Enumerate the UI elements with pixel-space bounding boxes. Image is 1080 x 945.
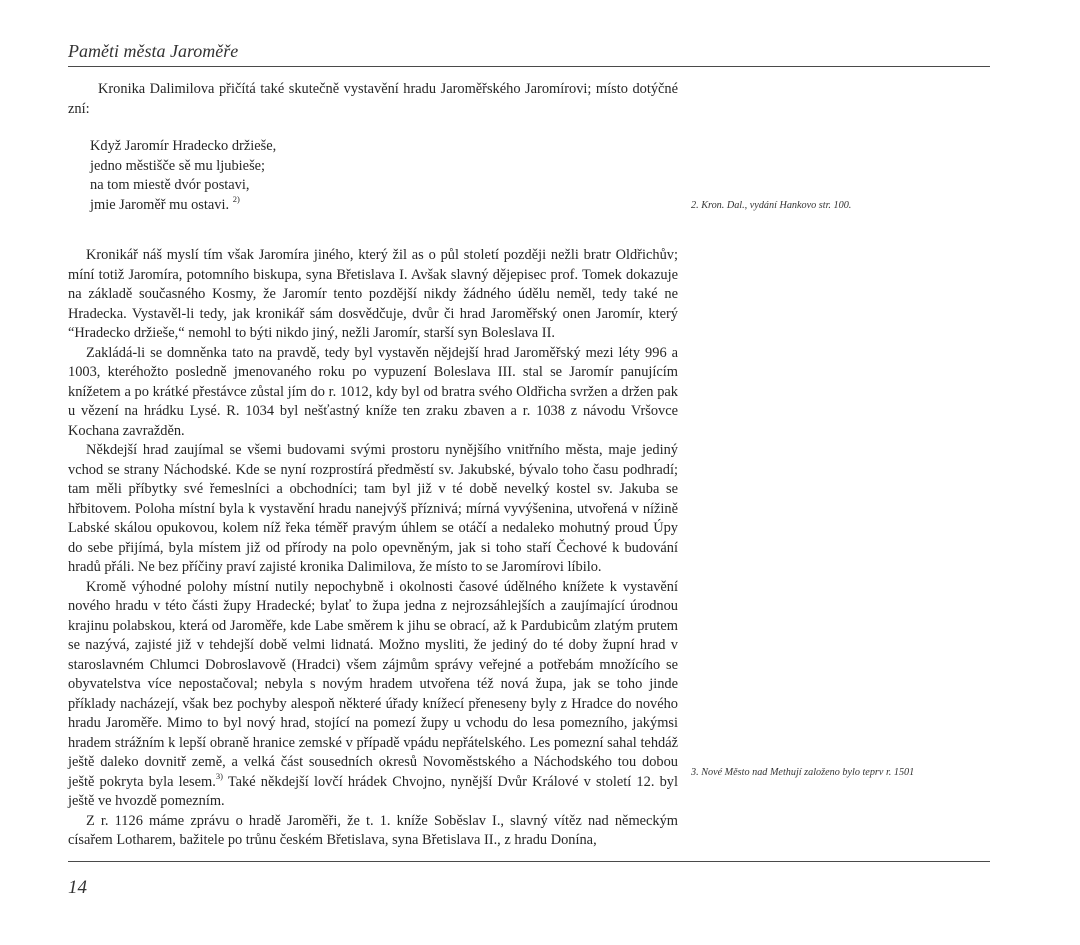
paragraph-3: Někdejší hrad zaujímal se všemi budovami svými prostoru nynějšího vnitřního města, maje jediný vchod se strany Náchodské. Kde se nyní rozprostírá předměstí sv. Jakubské, bývalo toho času podhradí; tam měli příbytky své řemeslníci a obchodníci; tam byl již v té době nevelký kostel sv. Jakuba se hřbitovem. Poloha místní byla k vystavění hradu nanejvýš příznivá; mírná vyvýšenina, utvořená v nížině Labské skálou opukovou, kolem níž řeka téměř pravým úhlem se otáčí a nedaleko mohutný proud Úpy do sebe přijímá, byla místem již od přírody na polo opevněným, jak si toho staří Čechové k budování hradů přáli. Ne bez příčiny praví zajisté kronika Dalimilova, že místo to se Jaromírovi líbilo.: [68, 442, 678, 575]
verse-line-4: [90, 193, 678, 216]
footnote-mark-3: 3): [215, 770, 223, 781]
paragraph-2: Zakládá-li se domněnka tato na pravdě, tedy byl vystavěn nějdejší hrad Jaroměřský mezi léty 996 a 1003, kteréhožto posledně jmenovaného roku po vypuzení Boleslava III. stal se Jaromír panujícím knížetem a po krátké přestávce zůstal jím do r. 1012, kdy byl od bratra svého Oldřicha svržen a držen pak u vězení na hrádku Lysé. R. 1034 byl nešťastný kníže ten zraku zbaven a r. 1038 z návodu Vršovce Kochana zavražděn.: [68, 344, 678, 439]
verse-line-2: jedno městišče sě mu ljubieše;: [90, 157, 266, 174]
header-rule: [68, 66, 990, 67]
paragraph-4-text-b: Také někdejší lovčí hrádek Chvojno, nynější Dvůr Králové v století 12. byl ještě ve hvozdě pomezním.: [68, 773, 678, 809]
main-text-column: [68, 80, 678, 851]
dalimil-verse: [90, 137, 678, 215]
verse-line-1: Když Jaromír Hradecko držieše,: [90, 138, 277, 154]
paragraph-4-text-a: Kromě výhodné polohy místní nutily nepochybně i okolnosti časové údělného knížete k vystavění nového hradu v této části župy Hradecké; bylať to župa jedna z nejrozsáhlejších a zaujímající úrodnou krajinu polabskou, která od Jaroměře, kde Labe směrem k jihu se obrací, až k Pardubicům zlatým prutem se nazývá, zajisté již v tehdejší době velmi lidnatá. Možno mysliti, že jediný do té doby župní hrad v staroslavném Chlumci Dobroslavově (Hradci) všem zájmům správy veřejné a potřebám množícího se obyvatelstva více nepostačoval; nebyla s novým hradem utvořena též nová župa, jak se toho jinde příklady nacházejí, však bez pochyby alespoň některé úřady knížecí přeneseny byly z Hradce do nového hradu Jaroměře. Mimo to byl nový hrad, stojící na pomezí župy u vchodu do lesa pomezního, jakýmsi hradem strážním k lepší obraně hranice zemské v případě vpádu nepřátelského. Les pomezní sahal tehdáž ještě daleko dovnitř země, a velká část sousedních okresů Novoměstského a Náchodského tou dobou ještě pokryta byla lesem.: [68, 578, 678, 790]
margin-note-3: 3. Nové Město nad Methují založeno bylo teprv r. 1501: [691, 767, 915, 778]
page-number: 14: [68, 877, 87, 898]
intro-paragraph: Kronika Dalimilova přičítá také skutečně vystavění hradu Jaroměřského Jaromírovi; místo dotýčné zní:: [68, 81, 678, 117]
margin-note-2: 2. Kron. Dal., vydání Hankovo str. 100.: [691, 200, 852, 211]
running-header-title: Paměti města Jaroměře: [68, 41, 239, 61]
footnote-mark-2: 2): [232, 193, 240, 204]
paragraph-5: Z r. 1126 máme zprávu o hradě Jaroměři, že t. 1. kníže Soběslav I., slavný vítěz nad německým císařem Lotharem, bažitele po trůnu českém Břetislava, syna Břetislava II., z hradu Donína,: [68, 812, 678, 848]
footer-rule: [68, 861, 990, 862]
paragraph-1: Kronikář náš myslí tím však Jaromíra jiného, který žil as o půl století později nežli bratr Oldřichův; míní totiž Jaromíra, potomního biskupa, syna Břetislava I. Avšak slavný dějepisec prof. Tomek dokazuje na základě současného Kosmy, že Jaromír tento pozdější nikdy žádného údělu neměl, tedy také ne Hradecka. Vystavěl-li tedy, jak kronikář sám dosvědčuje, dvůr či hrad Jaroměřský onen Jaromír, který “Hradecko držieše,“ nemohl to býti nikdo jiný, nežli Jaromír, starší syn Boleslava II.: [68, 247, 678, 341]
verse-line-3: na tom miestě dvór postavi,: [90, 177, 250, 193]
verse-line-4-text: jmie Jaroměř mu ostavi.: [90, 196, 230, 213]
paragraph-4: [68, 578, 678, 812]
